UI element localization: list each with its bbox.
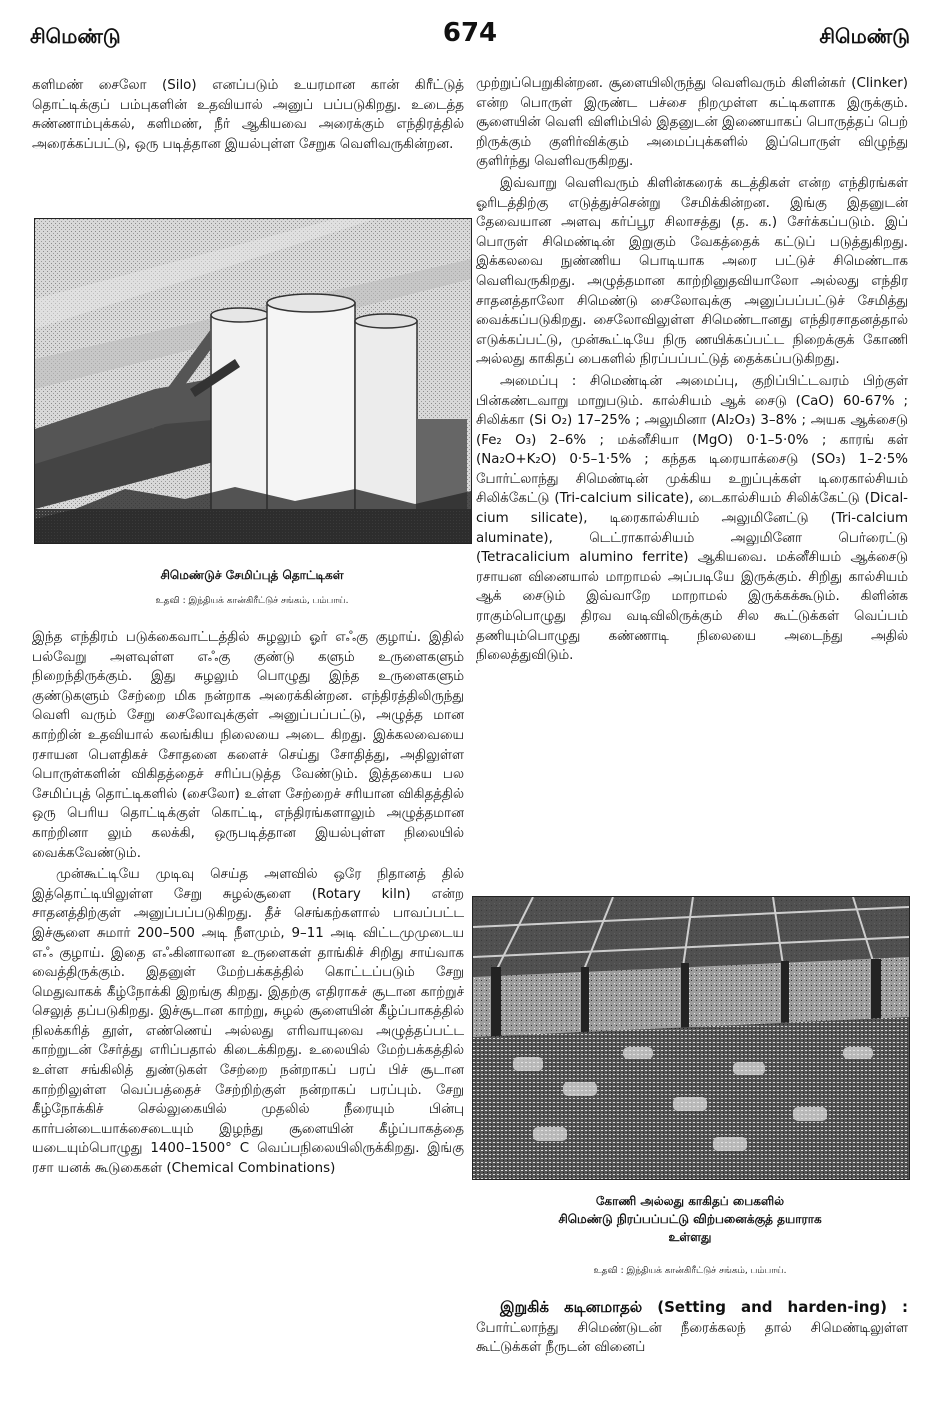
page-number: 674 bbox=[442, 18, 498, 48]
left-paragraph-1: களிமண் சைலோ (Silo) எனப்படும் உயரமான கான் கிரீட்டுத் தொட்டிக்குப் பம்புகளின் உதவியால் அனுப் பப்படுகிறது. உடைத்த சுண்ணாம்புக்கல், களிமண், நீர் ஆகியவை அரைக்கும் எந்திரத்தில் அரைக்கப்பட்டு, ஒரு படித்தான இயல்புள்ள சேறுக வெளிவருகின்றன. bbox=[32, 78, 464, 152]
left-column-top bbox=[32, 76, 464, 156]
photo2-caption-line-2: சிமெண்டு நிரப்பப்பட்டு விற்பனைக்குத் தயாராக bbox=[558, 1212, 822, 1226]
right-paragraph-2: இவ்வாறு வெளிவரும் கிளின்கரைக் கடத்திகள் என்ற எந்திரங்கள் ஓரிடத்திற்கு எடுத்துச்சென்று சேமிக்கின்றன. இங்கு இதனுடன் தேவையான அளவு கர்ப்பூர சிலாசத்து (த. க.) சேர்க்கப்படும். இப் பொருள் சிமெண்டின் இறுகும் வேகத்தைக் கட்டுப் படுத்துகிறது. இக்கலவை நுண்ணிய பொடியாக அரை பட்டுச் சிமெண்டாக வெளிவருகிறது. அழுத்தமான காற்றினுதவியாலோ அல்லது எந்திர சாதனத்தாலோ சிமெண்டு சைலோவுக்கு அனுப்பப்பட்டுச் சேமித்து வைக்கப்படுகிறது. சைலோவிலுள்ள சிமெண்டானது எந்திரசாதனத்தால் எடுக்கப்பட்டு, முன்கூட்டியே நிரு ணயிக்கப்பட்ட நிறைக்குக் கோணி அல்லது காகிதப் பைகளில் நிரப்பப்பட்டுத் தைக்கப்படுகிறது. bbox=[476, 175, 908, 368]
running-title-right: சிமெண்டு bbox=[819, 24, 910, 48]
right-paragraph-3: அமைப்பு : சிமெண்டின் அமைப்பு, குறிப்பிட்டவரம் பிற்குள் பின்கண்டவாறு மாறுபடும். கால்சியம் ஆக் சைடு (CaO) 60-67% ; சிலிக்கா (Si O₂) 17–25% ; அலுமினா (Al₂O₃) 3–8% ; அயக ஆக்சைடு (Fe₂ O₃) 2–6% ; மக்னீசியா (MgO) 0·1–5·0% ; காரங் கள் (Na₂O+K₂O) 0·5–1·5% ; கந்தக டிரையாக்சைடு (SO₃) 1–2·5% போர்ட்லாந்து சிமெண்டின் முக்கிய உறுப்புக்கள் டிரைகால்சியம் சிலிக்கேட்டு (Tri-calcium silicate), டைகால்சியம் சிலிக்கேட்டு (Dical-cium silicate), டிரைகால்சியம் அலுமினேட்டு (Tri-calcium aluminate), டெட்ராகால்சியம் அலுமினோ பெர்ரைட்டு (Tetracalicium alumino ferrite) ஆகியவை. மக்னீசியம் ஆக்சைடு ரசாயன வினையால் மாறாமல் அப்படியே இருக்கும். சிறிது கால்சியம் ஆக் சைடும் இவ்வாறே மாறாமல் இருக்கக்கூடும். கிளின்க ராகும்பொழுது திரவ வடிவிலிருக்கும் சில கூட்டுக்கள் வெப்பம் தணியும்பொழுது கண்ணாடி நிலையை அடைந்து அதில் நிலைத்துவிடும். bbox=[476, 373, 908, 664]
cement-silos-photo bbox=[34, 218, 472, 544]
photo1-caption: சிமெண்டுச் சேமிப்புத் தொட்டிகள் bbox=[160, 568, 344, 582]
right-column-top bbox=[476, 74, 908, 668]
cement-silos-illustration bbox=[35, 219, 471, 543]
setting-hardening-heading: இறுகிக் கடினமாதல் (Setting and harden-ing) : bbox=[500, 1298, 908, 1316]
setting-hardening-text: போர்ட்லாந்து சிமெண்டுடன் நீரைக்கலந் தால் சிமெண்டிலுள்ள கூட்டுக்கள் நீருடன் வினைப் bbox=[476, 1320, 908, 1356]
right-column-bottom bbox=[476, 1298, 908, 1360]
right-paragraph-4 bbox=[476, 1298, 908, 1358]
photo2-caption-line-1: கோணி அல்லது காகிதப் பைகளில் bbox=[595, 1194, 785, 1208]
cement-bags-warehouse-photo bbox=[472, 896, 910, 1180]
photo2-caption-line-3: உள்ளது bbox=[668, 1230, 712, 1244]
photo1-credit: உதவி : இந்தியக் கான்கிரீட்டுச் சங்கம், பம்பாய். bbox=[155, 596, 349, 606]
running-title-left: சிமெண்டு bbox=[30, 24, 121, 48]
page-header bbox=[30, 18, 910, 58]
photo2-credit: உதவி : இந்தியக் கான்கிரீட்டுச் சங்கம், பம்பாய். bbox=[593, 1266, 787, 1276]
left-paragraph-2: இந்த எந்திரம் படுக்கைவாட்டத்தில் சுழலும் ஓர் எஃகு குழாய். இதில் பல்வேறு அளவுள்ள எஃகு குண்டு களும் உருளைகளும் நிறைந்திருக்கும். இது சுழலும் பொழுது இந்த உருளைகளும் குண்டுகளும் சேற்றை மிக நன்றாக அரைக்கின்றன. எந்திரத்திலிருந்து வெளி வரும் சேறு சைலோவுக்குள் அனுப்பப்பட்டு, அழுத்த மான காற்றின் உதவியால் கலங்கிய நிலையை அடை கிறது. இக்கலவையை ரசாயன பௌதிகச் சோதனை களைச் செய்து சோதித்து, அதிலுள்ள பொருள்களின் விகிதத்தைச் சரிப்படுத்த வேண்டும். இத்தகைய பல சேமிப்புத் தொட்டிகளில் (சைலோ) உள்ள சேற்றைச் சரியான விகிதத்தில் ஒரு பெரிய தொட்டிக்குள் கொட்டி, எந்திரங்களாலும் அழுத்தமான காற்றினா லும் கலக்கி, ஒருபடித்தான இயல்புள்ள நிலையில் வைக்கவேண்டும். bbox=[32, 630, 464, 861]
left-column-bottom bbox=[32, 628, 464, 1181]
right-paragraph-1: முற்றுப்பெறுகின்றன. சூளையிலிருந்து வெளிவரும் கிளின்கர் (Clinker) என்ற பொருள் இருண்ட பச்சை நிறமுள்ள கட்டிகளாக இருக்கும். சூளையின் வெளி விளிம்பில் இதனுடன் இணையாகப் பொருத்தப் பெற் றிருக்கும் குளிர்விக்கும் அமைப்புக்களில் இப்பொருள் விழுந்து குளிர்ந்து வெளிவருகிறது. bbox=[476, 76, 908, 170]
left-paragraph-3: முன்கூட்டியே முடிவு செய்த அளவில் ஒரே நிதானத் தில் இத்தொட்டியிலுள்ள சேறு சுழல்சூளை (Rotary kiln) என்ற சாதனத்திற்குள் அனுப்பப்படுகிறது. தீச் செங்கற்களால் பாவப்பட்ட இச்சூளை சுமார் 200–500 அடி நீளமும், 9–11 அடி விட்டமுமுடைய எஃ குழாய். இதை எஃகினாலான உருளைகள் தாங்கிச் சிறிது சாய்வாக வைத்திருக்கும். இதனுள் மேற்பக்கத்தில் கொட்டப்படும் சேறு மெதுவாகக் கீழ்நோக்கி இறங்கு கிறது. இதற்கு எதிராகச் சூடான காற்றுச் செலுத் தப்படுகிறது. இச்சூடான காற்று, சுழல் சூளையின் கீழ்ப்பாகத்தில் நிலக்கரித் தூள், எண்ணெய் அல்லது எரிவாயுவை அழுத்தப்பட்ட காற்றுடன் சேர்த்து எரிப்பதால் கிடைக்கிறது. உலையில் மேற்பக்கத்தில் உள்ள சங்கிலித் துண்டுகள் சேற்றை நன்றாகப் பரப் பிச் சூடான காற்றிலுள்ள வெப்பத்தைச் சேற்றிற்குள் நன்றாகப் பரப்பும். சேறு கீழ்நோக்கிச் செல்லுகையில் முதலில் நீரையும் பின்பு கார்பன்டையாக்சைடையும் இழந்து சூளையின் கீழ்ப்பாகத்தை யடையும்பொழுது 1400–1500° C வெப்பநிலையிலிருக்கிறது. இங்கு ரசா யனக் கூடுகைகள் (Chemical Combinations) bbox=[32, 867, 464, 1177]
cement-bags-illustration bbox=[473, 897, 909, 1179]
